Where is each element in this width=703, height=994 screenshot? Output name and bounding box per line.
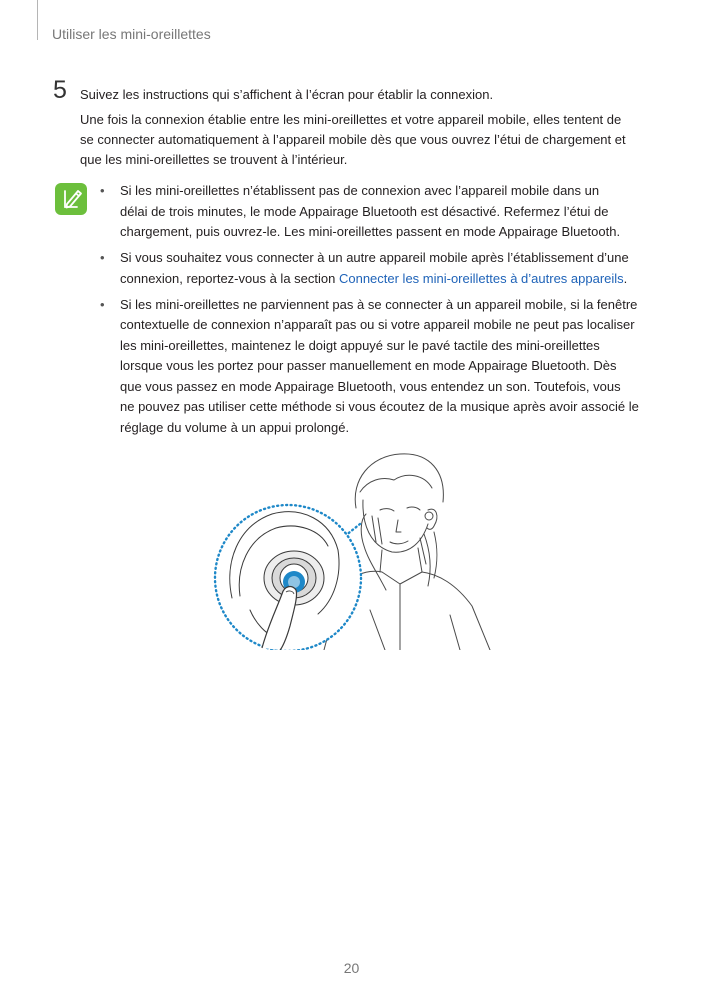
paragraph-line: Une fois la connexion établie entre les mini-oreillettes et votre appareil mobile, elles tentent de	[80, 112, 622, 127]
paragraph-line: se connecter automatiquement à l’appareil mobile dès que vous ouvrez l’étui de chargement et	[80, 132, 626, 147]
running-header: Utiliser les mini-oreillettes	[52, 26, 211, 42]
bullet-line: que vous passez en mode Appairage Bluetooth, vous entendez un son. Toutefois, vous	[120, 378, 621, 394]
bullet-line	[120, 269, 660, 290]
note-pencil-icon	[54, 182, 88, 216]
note-bullet-item	[100, 295, 660, 439]
bullet-line: contextuelle de connexion n’apparaît pas ou si votre appareil mobile ne peut pas localiser	[120, 317, 635, 332]
section-link[interactable]: Connecter les mini-oreillettes à d’autres appareils	[338, 270, 624, 286]
bullet-line: lorsque vous les portez pour passer manuellement en mode Appairage Bluetooth. Dès	[120, 358, 617, 373]
bullet-line: Si les mini-oreillettes ne parviennent pas à se connecter à un appareil mobile, si la fenêtre	[120, 296, 638, 312]
bullet-line: les mini-oreillettes, maintenez le doigt appuyé sur le pavé tactile des mini-oreillettes	[120, 337, 600, 353]
step-instruction: Suivez les instructions qui s’affichent à l’écran pour établir la connexion.	[80, 87, 494, 102]
note-bullet-list	[100, 181, 660, 444]
note-bullet-item	[100, 248, 660, 289]
bullet-line: réglage du volume à un appui prolongé.	[120, 419, 350, 435]
bullet-text: .	[623, 270, 628, 286]
paragraph	[80, 110, 650, 170]
note-bullet-item	[100, 181, 660, 243]
bullet-dot: •	[100, 250, 105, 265]
side-rule	[37, 0, 38, 40]
bullet-line: ne pouvez pas utiliser cette méthode si vous écoutez de la musique après avoir associé le	[120, 399, 639, 414]
bullet-line: Si les mini-oreillettes n’établissent pas de connexion avec l’appareil mobile dans un	[120, 183, 600, 198]
bullet-text: connexion, reportez-vous à la section	[120, 270, 339, 286]
bullet-line: Si vous souhaitez vous connecter à un autre appareil mobile après l’établissement d’une	[120, 250, 629, 265]
bullet-dot: •	[100, 296, 105, 312]
paragraph-line: que les mini-oreillettes se trouvent à l’intérieur.	[80, 152, 348, 167]
bullet-dot: •	[100, 183, 105, 198]
person-earbud	[425, 512, 433, 520]
bullet-line: chargement, puis ouvrez-le. Les mini-oreillettes passent en mode Appairage Bluetooth.	[120, 224, 621, 239]
earbud-pairing-illustration	[210, 450, 500, 650]
step-number: 5	[53, 76, 67, 104]
bullet-line: délai de trois minutes, le mode Appairage Bluetooth est désactivé. Refermez l’étui de	[120, 203, 609, 219]
page-number: 20	[343, 960, 360, 976]
